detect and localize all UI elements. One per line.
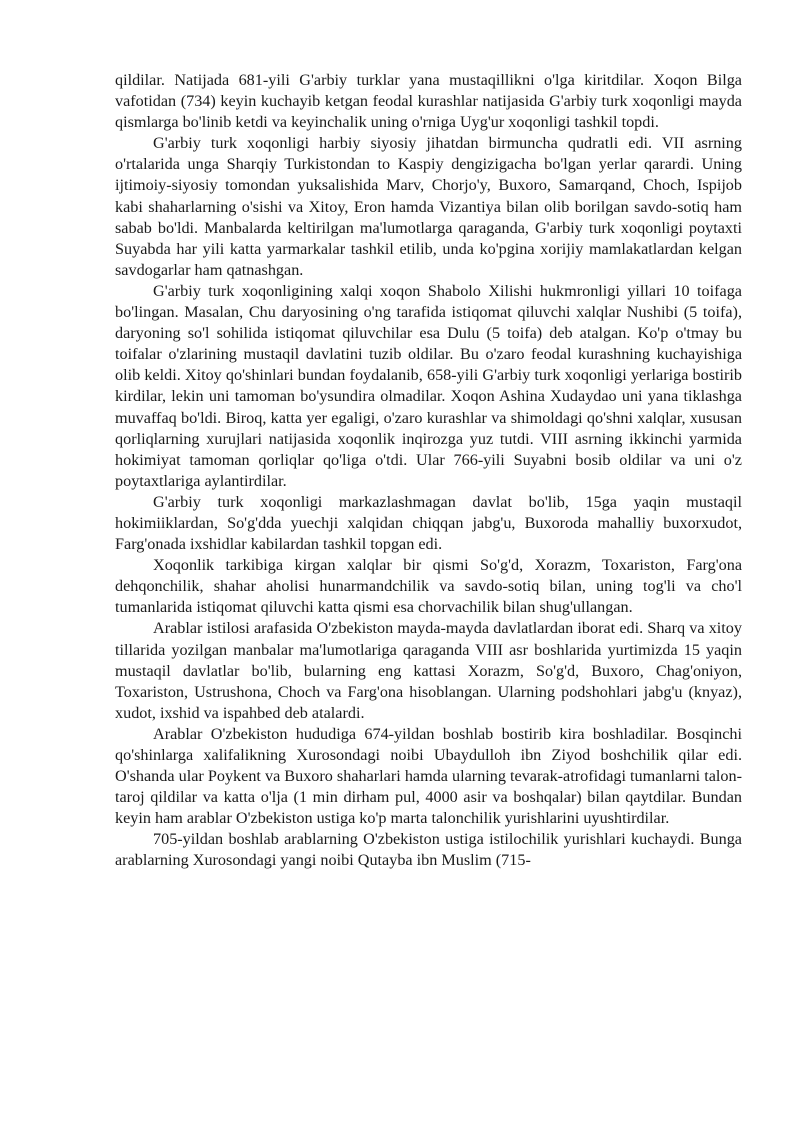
paragraph-7: Arablar O'zbekiston hududiga 674-yildan boshlab bostirib kira boshladilar. Bosqinchi qo'shinlarga xalifalikning Xurosondagi noibi Ubaydulloh ibn Ziyod boshchilik qilar edi. O'shanda ular Poykent va Buxoro shaharlari hamda ularning tevarak-atrofidagi tumanlarni talon-taroj qildilar va katta o'lja (1 min dirham pul, 4000 asir va boshqalar) bilan qaytdilar. Bundan keyin ham arablar O'zbekiston ustiga ko'p marta talonchilik yurishlarini uyushtirdilar. [115,724,742,828]
paragraph-6: Arablar istilosi arafasida O'zbekiston mayda-mayda davlatlardan iborat edi. Sharq va xitoy tillarida yozilgan manbalar ma'lumotlariga qaraganda VIII asr boshlarida yurtimizda 15 yaqin mustaqil davlatlar bo'lib, bularning eng kattasi Xorazm, So'g'd, Buxoro, Chag'oniyon, Toxariston, Ustrushona, Choch va Farg'ona hisoblangan. Ularning podshohlari jabg'u (knyaz), xudot, ixshid va ispahbed deb atalardi. [115,619,742,722]
paragraph-2: G'arbiy turk xoqonligi harbiy siyosiy jihatdan birmuncha qudratli edi. VII asrning o'rtalarida unga Sharqiy Turkistondan to Kaspiy dengizigacha bo'lgan yerlar qarardi. Uning ijtimoiy-siyosiy tomondan yuksalishida Marv, Chorjo'y, Buxoro, Samarqand, Choch, Ispijob kabi shaharlarning o'sishi va Xitoy, Eron hamda Vizantiya bilan olib borilgan savdo-sotiq ham sabab bo'ldi. Manbalarda keltirilgan ma'lumotlarga qaraganda, G'arbiy turk xoqonligi poytaxti Suyabda har yili katta yarmarkalar tashkil etilib, unda ko'pgina xorijiy mamlakatlardan kelgan savdogarlar ham qatnashgan. [115,134,742,279]
paragraph-5: Xoqonlik tarkibiga kirgan xalqlar bir qismi So'g'd, Xorazm, Toxariston, Farg'ona dehqonchilik, shahar aholisi hunarmandchilik va savdo-sotiq bilan, uning tog'li va cho'l tumanlarida istiqomat qiluvchi katta qismi esa chorvachilik bilan shug'ullangan. [115,556,742,617]
paragraph-3: G'arbiy turk xoqonligining xalqi xoqon Shabolo Xilishi hukmronligi yillari 10 toifaga bo'lingan. Masalan, Chu daryosining o'ng tarafida istiqomat qiluvchi xalqlar Nushibi (5 toifa), daryoning so'l sohilida istiqomat qiluvchilar esa Dulu (5 toifa) deb atalgan. Ko'p o'tmay bu toifalar o'zlarining mustaqil davlatini tuzib oldilar. Bu o'zaro feodal kurashning kuchayishiga olib keldi. Xitoy qo'shinlari bundan foydalanib, 658-yili G'arbiy turk xoqonligi yerlariga bostirib kirdilar, lekin uni tamoman bo'ysundira olmadilar. Xoqon Ashina Xudaydao uni yana tiklashga muvaffaq bo'ldi. Biroq, katta yer egaligi, o'zaro kurashlar va shimoldagi qo'shni xalqlar, xususan qorliqlarning xurujlari natijasida xoqonlik inqirozga yuz tutdi. VIII asrning ikkinchi yarmida hokimiyat tamoman qorliqlar qo'liga o'tdi. Ular 766-yili Suyabni bosib oldilar va uni o'z poytaxtlariga aylantirdilar. [115,281,742,490]
document-page [115,70,742,872]
paragraph-4: G'arbiy turk xoqonligi markazlashmagan davlat bo'lib, 15ga yaqin mustaqil hokimiiklardan, So'g'dda yuechji xalqidan chiqqan jabg'u, Buxoroda mahalliy buxorxudot, Farg'onada ixshidlar kabilardan tashkil topgan edi. [115,492,742,554]
paragraph-1: qildilar. Natijada 681-yili G'arbiy turklar yana mustaqillikni o'lga kiritdilar. Xoqon Bilga vafotidan (734) keyin kuchayib ketgan feodal kurashlar natijasida G'arbiy turk xoqonligi mayda qismlarga bo'linib ketdi va keyinchalik uning o'rniga Uyg'ur xoqonligi tashkil topdi. [115,71,742,132]
paragraph-8: 705-yildan boshlab arablarning O'zbekiston ustiga istilochilik yurishlari kuchaydi. Bunga arablarning Xurosondagi yangi noibi Qutayba ibn Muslim (715- [115,830,742,870]
